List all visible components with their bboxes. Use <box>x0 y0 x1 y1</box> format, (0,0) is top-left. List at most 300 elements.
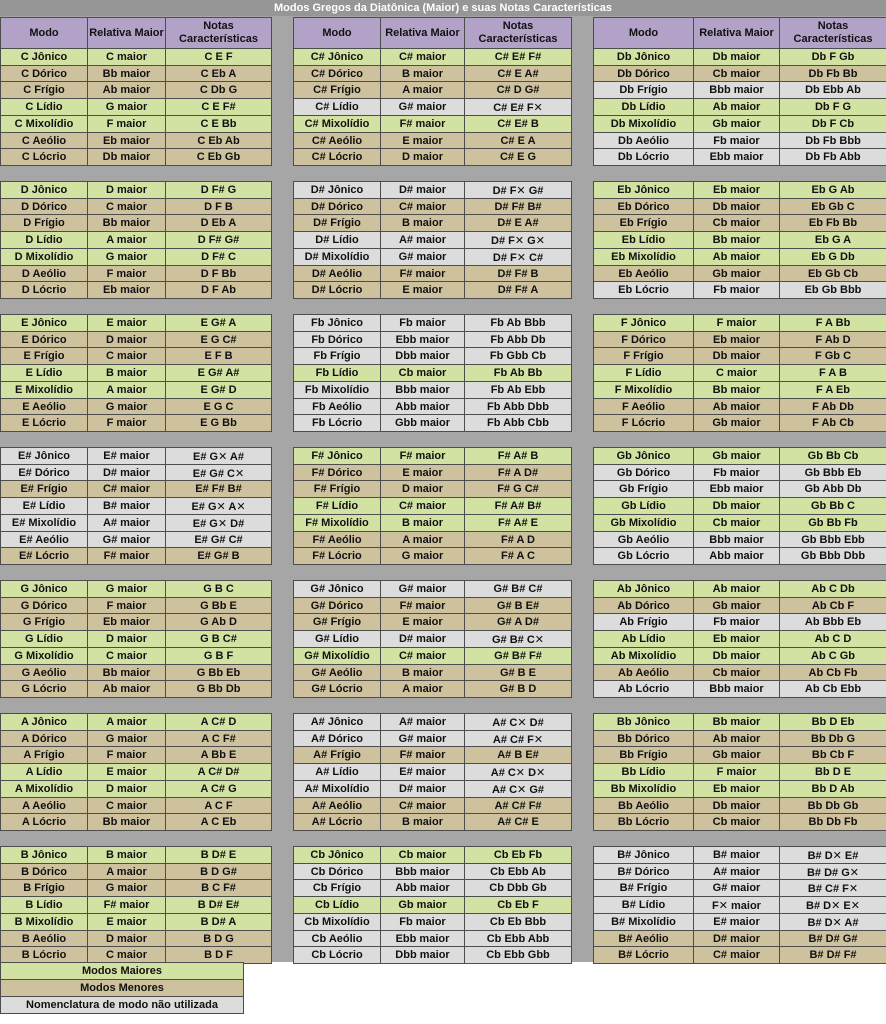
modo-cell: B# Lídio <box>593 896 694 914</box>
notas-cell: C Eb A <box>165 65 272 83</box>
notas-cell: B# D# G✕ <box>779 863 886 881</box>
modo-cell: Fb Jônico <box>293 314 381 332</box>
modo-cell: G# Lídio <box>293 630 381 648</box>
modo-cell: D# Aeólio <box>293 265 381 283</box>
notas-cell: Eb G Db <box>779 248 886 266</box>
notas-cell: G B C# <box>165 630 272 648</box>
relativa-cell: Ebb maior <box>693 148 780 166</box>
modo-cell: Bb Aeólio <box>593 797 694 815</box>
modo-cell: Bb Dórico <box>593 730 694 748</box>
modo-cell: F# Aeólio <box>293 531 381 549</box>
notas-cell: F# A# B# <box>464 497 572 515</box>
modo-cell: B Frígio <box>0 879 88 897</box>
relativa-cell: C# maior <box>693 946 780 964</box>
notas-cell: G# B E <box>464 664 572 682</box>
notas-cell: B D G# <box>165 863 272 881</box>
modo-cell: D# Jônico <box>293 181 381 199</box>
notas-cell: G B C <box>165 580 272 598</box>
notas-cell: E# G✕ D# <box>165 514 272 532</box>
modo-cell: Eb Frígio <box>593 214 694 232</box>
notas-cell: Ab C Db <box>779 580 886 598</box>
modo-cell: Eb Lídio <box>593 231 694 249</box>
notas-cell: Cb Ebb Ab <box>464 863 572 881</box>
relativa-cell: G maior <box>87 879 166 897</box>
relativa-cell: G maior <box>87 398 166 416</box>
notas-cell: Fb Abb Dbb <box>464 398 572 416</box>
modo-cell: Ab Lídio <box>593 630 694 648</box>
modo-cell: C# Lídio <box>293 98 381 116</box>
notas-cell: Bb D Ab <box>779 780 886 798</box>
notas-cell: G# A D# <box>464 613 572 631</box>
modo-cell: D Lócrio <box>0 281 88 299</box>
modo-cell: A# Dórico <box>293 730 381 748</box>
notas-cell: Eb G A <box>779 231 886 249</box>
modo-cell: Bb Frígio <box>593 746 694 764</box>
relativa-cell: E# maior <box>380 763 465 781</box>
notas-cell: Ab C Gb <box>779 647 886 665</box>
modo-cell: E# Jônico <box>0 447 88 465</box>
relativa-cell: F# maior <box>87 547 166 565</box>
relativa-cell: A# maior <box>380 231 465 249</box>
notas-cell: G# B D <box>464 680 572 698</box>
notas-cell: B# D# G# <box>779 930 886 948</box>
relativa-cell: Eb maior <box>693 630 780 648</box>
modo-cell: Db Frígio <box>593 81 694 99</box>
notas-cell: G# B E# <box>464 597 572 615</box>
modo-cell: Fb Aeólio <box>293 398 381 416</box>
relativa-cell: Eb maior <box>87 132 166 150</box>
column-header: Notas Características <box>464 17 572 49</box>
relativa-cell: C# maior <box>380 797 465 815</box>
relativa-cell: Ab maior <box>693 398 780 416</box>
notas-cell: Eb Fb Bb <box>779 214 886 232</box>
relativa-cell: Gb maior <box>693 597 780 615</box>
relativa-cell: D# maior <box>87 464 166 482</box>
modo-cell: A# Lócrio <box>293 813 381 831</box>
modo-cell: Ab Dórico <box>593 597 694 615</box>
relativa-cell: C# maior <box>87 480 166 498</box>
relativa-cell: C# maior <box>380 48 465 66</box>
relativa-cell: Bbb maior <box>693 531 780 549</box>
relativa-cell: Eb maior <box>87 613 166 631</box>
notas-cell: C# E# B <box>464 115 572 133</box>
notas-cell: C# E# F# <box>464 48 572 66</box>
relativa-cell: C maior <box>87 797 166 815</box>
modo-cell: D Mixolídio <box>0 248 88 266</box>
modo-cell: F# Mixolídio <box>293 514 381 532</box>
relativa-cell: Ab maior <box>87 680 166 698</box>
modo-cell: Eb Mixolídio <box>593 248 694 266</box>
notas-cell: D# F# B <box>464 265 572 283</box>
relativa-cell: E maior <box>87 314 166 332</box>
notas-cell: Cb Eb Fb <box>464 846 572 864</box>
notas-cell: Bb Db G <box>779 730 886 748</box>
modo-cell: A Jônico <box>0 713 88 731</box>
modo-cell: E# Aeólio <box>0 531 88 549</box>
relativa-cell: Ab maior <box>693 98 780 116</box>
relativa-cell: Bb maior <box>87 813 166 831</box>
notas-cell: F# A D# <box>464 464 572 482</box>
relativa-cell: F maior <box>87 597 166 615</box>
modo-cell: C Dórico <box>0 65 88 83</box>
relativa-cell: G maior <box>380 547 465 565</box>
notas-cell: Ab C D <box>779 630 886 648</box>
relativa-cell: D maior <box>380 148 465 166</box>
modo-cell: F Dórico <box>593 331 694 349</box>
notas-cell: Eb Gb Cb <box>779 265 886 283</box>
modo-cell: Fb Lócrio <box>293 414 381 432</box>
relativa-cell: Db maior <box>693 198 780 216</box>
relativa-cell: E maior <box>87 913 166 931</box>
notas-cell: Gb Bb Fb <box>779 514 886 532</box>
notas-cell: A# B E# <box>464 746 572 764</box>
modo-cell: F# Dórico <box>293 464 381 482</box>
relativa-cell: Db maior <box>693 48 780 66</box>
notas-cell: C Eb Gb <box>165 148 272 166</box>
notas-cell: A C F# <box>165 730 272 748</box>
relativa-cell: Gb maior <box>380 896 465 914</box>
relativa-cell: Eb maior <box>87 281 166 299</box>
modo-cell: E# Lócrio <box>0 547 88 565</box>
modo-cell: Fb Dórico <box>293 331 381 349</box>
notas-cell: C Db G <box>165 81 272 99</box>
relativa-cell: C maior <box>693 364 780 382</box>
notas-cell: C E F <box>165 48 272 66</box>
relativa-cell: Eb maior <box>693 181 780 199</box>
notas-cell: E G Bb <box>165 414 272 432</box>
relativa-cell: Abb maior <box>380 398 465 416</box>
column-header: Notas Características <box>779 17 886 49</box>
notas-cell: A# C# F# <box>464 797 572 815</box>
notas-cell: B D# A <box>165 913 272 931</box>
modo-cell: Gb Jônico <box>593 447 694 465</box>
relativa-cell: F# maior <box>87 896 166 914</box>
modo-cell: C# Frígio <box>293 81 381 99</box>
relativa-cell: Fb maior <box>380 314 465 332</box>
relativa-cell: B maior <box>380 664 465 682</box>
notas-cell: F A B <box>779 364 886 382</box>
notas-cell: D# F# B# <box>464 198 572 216</box>
relativa-cell: Bb maior <box>693 231 780 249</box>
relativa-cell: Ebb maior <box>380 331 465 349</box>
modo-cell: Cb Frígio <box>293 879 381 897</box>
relativa-cell: D# maior <box>380 630 465 648</box>
notas-cell: Db Ebb Ab <box>779 81 886 99</box>
modo-cell: B Lídio <box>0 896 88 914</box>
relativa-cell: Ab maior <box>693 580 780 598</box>
modo-cell: A Mixolídio <box>0 780 88 798</box>
notas-cell: B C F# <box>165 879 272 897</box>
modo-cell: B# Dórico <box>593 863 694 881</box>
relativa-cell: D maior <box>87 331 166 349</box>
relativa-cell: F maior <box>87 115 166 133</box>
modo-cell: C# Lócrio <box>293 148 381 166</box>
relativa-cell: C maior <box>87 647 166 665</box>
modo-cell: C# Aeólio <box>293 132 381 150</box>
relativa-cell: Gb maior <box>693 746 780 764</box>
relativa-cell: Gbb maior <box>380 414 465 432</box>
notas-cell: Gb Bb C <box>779 497 886 515</box>
notas-cell: Ab Cb Ebb <box>779 680 886 698</box>
notas-cell: G# B# F# <box>464 647 572 665</box>
notas-cell: C# E G <box>464 148 572 166</box>
relativa-cell: A maior <box>380 531 465 549</box>
notas-cell: E G C# <box>165 331 272 349</box>
notas-cell: Fb Ab Bbb <box>464 314 572 332</box>
notas-cell: G# B# C# <box>464 580 572 598</box>
modo-cell: Ab Frígio <box>593 613 694 631</box>
modo-cell: C# Dórico <box>293 65 381 83</box>
modo-cell: A# Aeólio <box>293 797 381 815</box>
notas-cell: Ab Cb F <box>779 597 886 615</box>
modo-cell: Bb Mixolídio <box>593 780 694 798</box>
modo-cell: Eb Lócrio <box>593 281 694 299</box>
modo-cell: F# Frígio <box>293 480 381 498</box>
notas-cell: A# C# E <box>464 813 572 831</box>
modo-cell: Eb Aeólio <box>593 265 694 283</box>
modo-cell: F# Lídio <box>293 497 381 515</box>
relativa-cell: E maior <box>87 763 166 781</box>
notas-cell: Gb Bb Cb <box>779 447 886 465</box>
relativa-cell: D maior <box>380 480 465 498</box>
relativa-cell: Ebb maior <box>380 930 465 948</box>
relativa-cell: Fb maior <box>693 613 780 631</box>
page-title: Modos Gregos da Diatônica (Maior) e suas Notas Características <box>0 0 886 16</box>
relativa-cell: Gb maior <box>693 115 780 133</box>
modo-cell: C# Jônico <box>293 48 381 66</box>
relativa-cell: C# maior <box>380 497 465 515</box>
notas-cell: D Eb A <box>165 214 272 232</box>
relativa-cell: F maior <box>693 314 780 332</box>
notas-cell: A C# D <box>165 713 272 731</box>
modo-cell: Gb Mixolídio <box>593 514 694 532</box>
notas-cell: F Ab Cb <box>779 414 886 432</box>
notas-cell: B D F <box>165 946 272 964</box>
notas-cell: A Bb E <box>165 746 272 764</box>
modo-cell: E# Frígio <box>0 480 88 498</box>
modo-cell: Gb Dórico <box>593 464 694 482</box>
relativa-cell: Ab maior <box>693 730 780 748</box>
relativa-cell: Fb maior <box>380 913 465 931</box>
relativa-cell: Bbb maior <box>380 863 465 881</box>
notas-cell: D# F✕ G# <box>464 181 572 199</box>
notas-cell: B# D✕ E✕ <box>779 896 886 914</box>
notas-cell: Cb Eb F <box>464 896 572 914</box>
relativa-cell: E maior <box>380 613 465 631</box>
modo-cell: B Aeólio <box>0 930 88 948</box>
notas-cell: A C# G <box>165 780 272 798</box>
notas-cell: A# C# F✕ <box>464 730 572 748</box>
notas-cell: A C# D# <box>165 763 272 781</box>
relativa-cell: Abb maior <box>693 547 780 565</box>
notas-cell: F Gb C <box>779 347 886 365</box>
relativa-cell: Fb maior <box>693 464 780 482</box>
relativa-cell: Bbb maior <box>693 81 780 99</box>
modo-cell: Cb Mixolídio <box>293 913 381 931</box>
relativa-cell: B maior <box>380 813 465 831</box>
notas-cell: Eb G Ab <box>779 181 886 199</box>
notas-cell: Db F Gb <box>779 48 886 66</box>
relativa-cell: Abb maior <box>380 879 465 897</box>
notas-cell: E# G✕ A# <box>165 447 272 465</box>
relativa-cell: G# maior <box>87 531 166 549</box>
relativa-cell: F# maior <box>380 115 465 133</box>
relativa-cell: Gb maior <box>693 414 780 432</box>
notas-cell: E G# D <box>165 381 272 399</box>
modo-cell: A# Jônico <box>293 713 381 731</box>
modo-cell: E# Lídio <box>0 497 88 515</box>
notas-cell: G# B# C✕ <box>464 630 572 648</box>
modo-cell: G Aeólio <box>0 664 88 682</box>
notas-cell: A C Eb <box>165 813 272 831</box>
notas-cell: E G C <box>165 398 272 416</box>
relativa-cell: A maior <box>87 713 166 731</box>
modo-cell: Fb Frígio <box>293 347 381 365</box>
notas-cell: F Ab D <box>779 331 886 349</box>
relativa-cell: Db maior <box>693 497 780 515</box>
relativa-cell: Db maior <box>693 647 780 665</box>
notas-cell: Fb Ab Bb <box>464 364 572 382</box>
notas-cell: F# A D <box>464 531 572 549</box>
relativa-cell: B# maior <box>693 846 780 864</box>
modo-cell: C Lídio <box>0 98 88 116</box>
modo-cell: G Frígio <box>0 613 88 631</box>
modo-cell: G Mixolídio <box>0 647 88 665</box>
modo-cell: D# Dórico <box>293 198 381 216</box>
relativa-cell: Bbb maior <box>380 381 465 399</box>
notas-cell: Gb Bbb Eb <box>779 464 886 482</box>
notas-cell: B# D# F# <box>779 946 886 964</box>
notas-cell: D F Ab <box>165 281 272 299</box>
notas-cell: F A Eb <box>779 381 886 399</box>
relativa-cell: A# maior <box>693 863 780 881</box>
modo-cell: G# Lócrio <box>293 680 381 698</box>
modo-cell: B# Lócrio <box>593 946 694 964</box>
modo-cell: Eb Dórico <box>593 198 694 216</box>
column-header: Notas Características <box>165 17 272 49</box>
modo-cell: A# Mixolídio <box>293 780 381 798</box>
notas-cell: C# E A# <box>464 65 572 83</box>
modo-cell: F# Lócrio <box>293 547 381 565</box>
modo-cell: D# Frígio <box>293 214 381 232</box>
notas-cell: C E F# <box>165 98 272 116</box>
relativa-cell: Bb maior <box>693 713 780 731</box>
relativa-cell: Db maior <box>693 797 780 815</box>
notas-cell: B# C# F✕ <box>779 879 886 897</box>
notas-cell: F A Bb <box>779 314 886 332</box>
relativa-cell: Eb maior <box>693 331 780 349</box>
relativa-cell: D maior <box>87 780 166 798</box>
modo-cell: F Aeólio <box>593 398 694 416</box>
notas-cell: B D# E <box>165 846 272 864</box>
notas-cell: F# A# B <box>464 447 572 465</box>
relativa-cell: Cb maior <box>380 364 465 382</box>
modo-cell: B# Frígio <box>593 879 694 897</box>
relativa-cell: D maior <box>87 930 166 948</box>
notas-cell: C E Bb <box>165 115 272 133</box>
modo-cell: C Frígio <box>0 81 88 99</box>
modo-cell: G# Mixolídio <box>293 647 381 665</box>
notas-cell: B# D✕ E# <box>779 846 886 864</box>
notas-cell: G Bb Eb <box>165 664 272 682</box>
modo-cell: B# Aeólio <box>593 930 694 948</box>
relativa-cell: F# maior <box>380 597 465 615</box>
relativa-cell: G maior <box>87 98 166 116</box>
notas-cell: Cb Ebb Abb <box>464 930 572 948</box>
notas-cell: Fb Abb Cbb <box>464 414 572 432</box>
notas-cell: Db Fb Bbb <box>779 132 886 150</box>
relativa-cell: E maior <box>380 464 465 482</box>
relativa-cell: G# maior <box>693 879 780 897</box>
modo-cell: F Lócrio <box>593 414 694 432</box>
relativa-cell: G maior <box>87 730 166 748</box>
relativa-cell: Bb maior <box>693 381 780 399</box>
modo-cell: G# Aeólio <box>293 664 381 682</box>
relativa-cell: Fb maior <box>693 132 780 150</box>
modo-cell: D# Lídio <box>293 231 381 249</box>
notas-cell: A# C✕ D✕ <box>464 763 572 781</box>
modo-cell: Fb Mixolídio <box>293 381 381 399</box>
notas-cell: Cb Ebb Gbb <box>464 946 572 964</box>
notas-cell: D F B <box>165 198 272 216</box>
relativa-cell: D# maior <box>693 930 780 948</box>
relativa-cell: D maior <box>87 630 166 648</box>
modo-cell: D Lídio <box>0 231 88 249</box>
modo-cell: E Mixolídio <box>0 381 88 399</box>
relativa-cell: Ab maior <box>87 81 166 99</box>
notas-cell: C Eb Ab <box>165 132 272 150</box>
notas-cell: Fb Abb Db <box>464 331 572 349</box>
notas-cell: Db F G <box>779 98 886 116</box>
notas-cell: Db Fb Abb <box>779 148 886 166</box>
modo-cell: B# Mixolídio <box>593 913 694 931</box>
relativa-cell: Bbb maior <box>693 680 780 698</box>
modo-cell: D# Mixolídio <box>293 248 381 266</box>
notas-cell: D F# G <box>165 181 272 199</box>
relativa-cell: E maior <box>380 281 465 299</box>
modo-cell: Ab Aeólio <box>593 664 694 682</box>
relativa-cell: E maior <box>380 132 465 150</box>
modo-cell: A Lídio <box>0 763 88 781</box>
notas-cell: G B F <box>165 647 272 665</box>
relativa-cell: C# maior <box>380 198 465 216</box>
modo-cell: Ab Jônico <box>593 580 694 598</box>
relativa-cell: Cb maior <box>693 514 780 532</box>
notas-cell: E# G# B <box>165 547 272 565</box>
notas-cell: E# G# C# <box>165 531 272 549</box>
relativa-cell: Cb maior <box>380 846 465 864</box>
relativa-cell: Dbb maior <box>380 946 465 964</box>
modo-cell: Bb Lócrio <box>593 813 694 831</box>
modo-cell: Db Mixolídio <box>593 115 694 133</box>
notas-cell: F# A# E <box>464 514 572 532</box>
modo-cell: E# Mixolídio <box>0 514 88 532</box>
modo-cell: E Lídio <box>0 364 88 382</box>
modo-cell: D Jônico <box>0 181 88 199</box>
modo-cell: A# Lídio <box>293 763 381 781</box>
modo-cell: Ab Lócrio <box>593 680 694 698</box>
modo-cell: Cb Lídio <box>293 896 381 914</box>
relativa-cell: C maior <box>87 48 166 66</box>
notas-cell: B D# E# <box>165 896 272 914</box>
modo-cell: Db Lídio <box>593 98 694 116</box>
relativa-cell: A# maior <box>380 713 465 731</box>
relativa-cell: C maior <box>87 946 166 964</box>
relativa-cell: Ebb maior <box>693 480 780 498</box>
notas-cell: G Bb Db <box>165 680 272 698</box>
relativa-cell: G maior <box>87 580 166 598</box>
modo-cell: Eb Jônico <box>593 181 694 199</box>
